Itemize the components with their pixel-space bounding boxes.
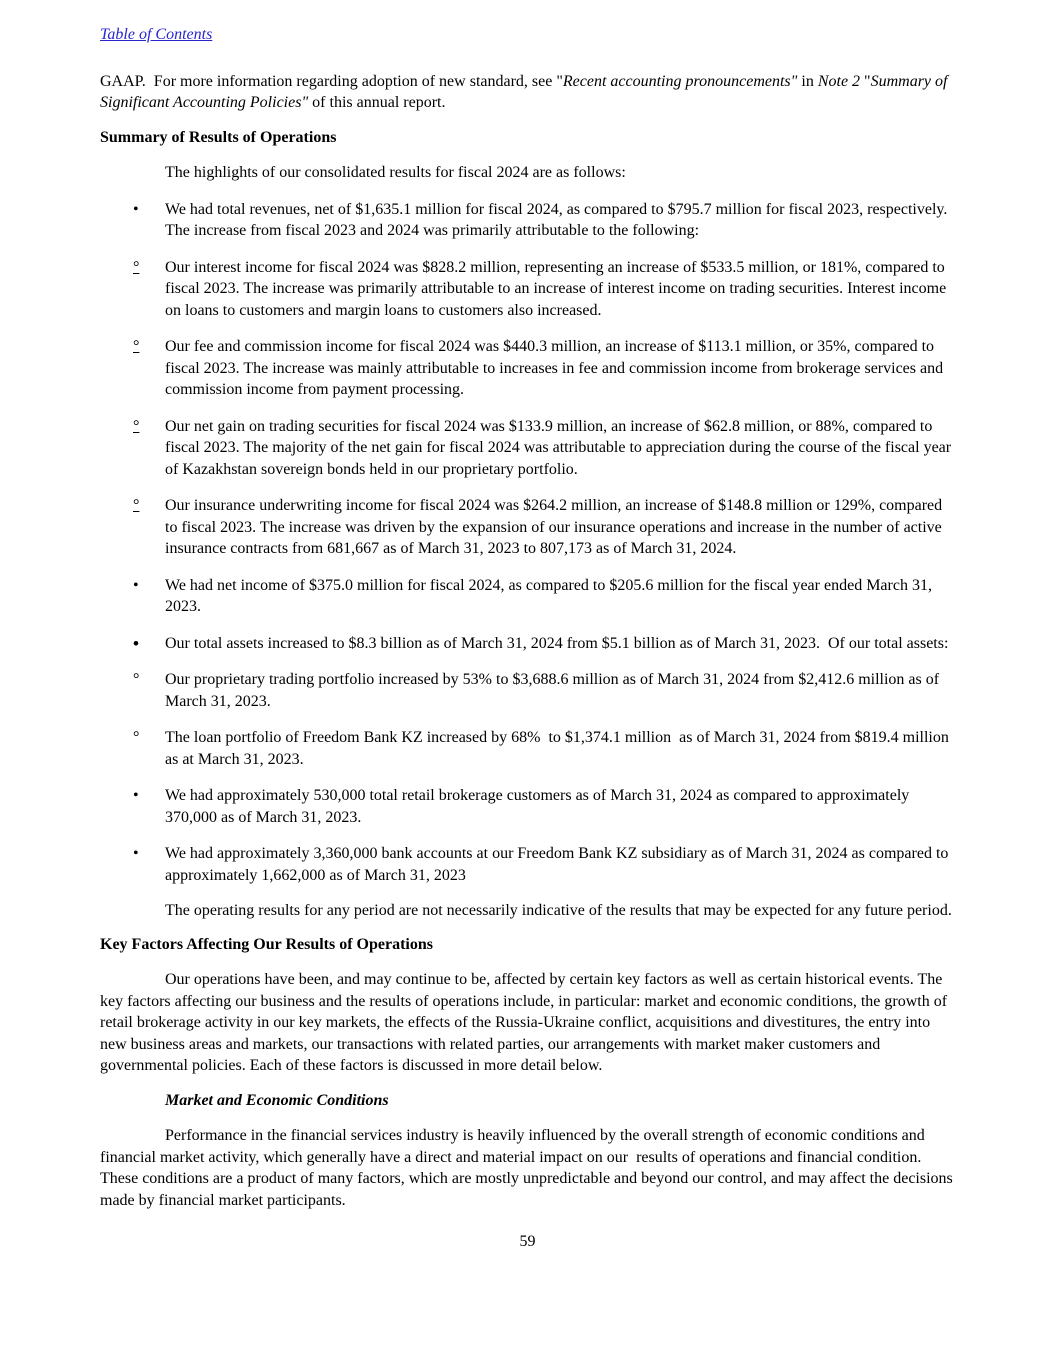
section-heading-summary: Summary of Results of Operations bbox=[100, 128, 337, 146]
list-item bbox=[100, 575, 955, 618]
bullet-text: We had approximately 530,000 total retail brokerage customers as of March 31, 2024 as compared to approximately 370,000 as of March 31, 2023. bbox=[165, 787, 914, 826]
list-item bbox=[100, 727, 955, 770]
bullet-disc-marker: • bbox=[133, 200, 139, 218]
bullet-ring-marker: ° bbox=[133, 417, 140, 435]
list-item bbox=[100, 257, 955, 322]
list-item bbox=[100, 843, 955, 886]
highlights-paragraph: The highlights of our consolidated results for fiscal 2024 are as follows: bbox=[165, 164, 626, 181]
list-item bbox=[100, 336, 955, 401]
bullet-text: Our insurance underwriting income for fiscal 2024 was $264.2 million, an increase of $148.8 million or 129%, compared to fiscal 2023. The increase was driven by the expansion of our insurance operations and increase in the number of active insurance contracts from 681,667 as of March 31, 2023 to 807,173 as of March 31, 2024. bbox=[165, 497, 947, 557]
bullet-ring-marker: ° bbox=[133, 671, 140, 688]
section-heading-key-factors: Key Factors Affecting Our Results of Operations bbox=[100, 935, 433, 953]
bullet-disc-marker: • bbox=[133, 845, 139, 862]
italic-text-segment: Note 2 bbox=[817, 72, 861, 90]
list-item bbox=[100, 785, 955, 828]
operating-results-paragraph: The operating results for any period are not necessarily indicative of the results that may be expected for any future period. bbox=[165, 902, 952, 919]
results-bullet-list bbox=[100, 199, 955, 887]
list-item bbox=[100, 669, 955, 712]
bullet-ring-marker: ° bbox=[133, 338, 140, 355]
subsection-heading-market-conditions: Market and Economic Conditions bbox=[165, 1091, 389, 1109]
list-item bbox=[100, 199, 955, 242]
text-segment: " bbox=[860, 72, 871, 90]
gaap-paragraph bbox=[100, 71, 955, 114]
bullet-text: Our proprietary trading portfolio increased by 53% to $3,688.6 million as of March 31, 2024 from $2,412.6 million as of March 31, 2023. bbox=[165, 671, 944, 710]
list-item bbox=[100, 495, 955, 560]
text-segment: GAAP. For more information regarding adoption of new standard, see " bbox=[100, 72, 563, 90]
text-segment: of this annual report. bbox=[308, 94, 446, 111]
bullet-text: The loan portfolio of Freedom Bank KZ increased by 68% to $1,374.1 million as of March 31, 2024 from $819.4 million as at March 31, 2023. bbox=[165, 729, 953, 768]
bullet-text: Our fee and commission income for fiscal 2024 was $440.3 million, an increase of $113.1 million, or 35%, compared to fiscal 2023. The increase was mainly attributable to increases in fee and commission income from brokerage services and commission income from payment processing. bbox=[165, 338, 948, 398]
bullet-ring-marker: ° bbox=[133, 729, 140, 746]
toc-link[interactable]: Table of Contents bbox=[100, 26, 213, 43]
breadcrumb bbox=[100, 24, 955, 46]
bullet-text: Our net gain on trading securities for fiscal 2024 was $133.9 million, an increase of $62.8 million, or 88%, compared to fiscal 2023. The majority of the net gain for fiscal 2024 was attributable to appreciation during the course of the fiscal year of Kazakhstan sovereign bonds held in our proprietary portfolio. bbox=[165, 417, 956, 478]
list-item bbox=[100, 633, 955, 655]
bullet-text: We had approximately 3,360,000 bank accounts at our Freedom Bank KZ subsidiary as of March 31, 2024 as compared to approximately 1,662,000 as of March 31, 2023 bbox=[165, 845, 953, 884]
bullet-ring-marker: ° bbox=[133, 497, 140, 514]
bullet-ring-marker: ° bbox=[133, 258, 140, 276]
bullet-text: Our interest income for fiscal 2024 was $828.2 million, representing an increase of $533.5 million, or 181%, compared to fiscal 2023. The increase was primarily attributable to an increase of interest income on trading securities. Interest income on loans to customers and margin loans to customers also increased. bbox=[165, 258, 951, 319]
bullet-text: We had net income of $375.0 million for fiscal 2024, as compared to $205.6 million for the fiscal year ended March 31, 2023. bbox=[165, 576, 936, 615]
bullet-disc-marker: • bbox=[133, 787, 139, 804]
bullet-text: We had total revenues, net of $1,635.1 million for fiscal 2024, as compared to $795.7 million for fiscal 2023, respectively. The increase from fiscal 2023 and 2024 was primarily attributable to the following: bbox=[165, 200, 952, 239]
market-conditions-paragraph: Performance in the financial services industry is heavily influenced by the overall strength of economic conditions and financial market activity, which generally have a direct and material impact on our results of operations and financial condition. These conditions are a product of many factors, which are mostly unpredictable and beyond our control, and may affect the decisions made by financial market participants. bbox=[100, 1127, 957, 1209]
text-segment: in bbox=[797, 72, 818, 90]
italic-text-segment: Summary of Significant Accounting Policies" bbox=[100, 72, 952, 111]
list-item bbox=[100, 416, 955, 481]
bullet-disc-marker: • bbox=[133, 633, 139, 653]
bullet-text: Our total assets increased to $8.3 billion as of March 31, 2024 from $5.1 billion as of March 31, 2023. Of our total assets: bbox=[165, 634, 949, 652]
bullet-disc-marker: • bbox=[133, 576, 139, 594]
italic-text-segment: Recent accounting pronouncements" bbox=[562, 72, 798, 90]
key-factors-paragraph: Our operations have been, and may continue to be, affected by certain key factors as well as certain historical events. The key factors affecting our business and the results of operations include, in particular: market and economic conditions, the growth of retail brokerage activity in our key markets, the effects of the Russia-Ukraine conflict, acquisitions and divestitures, the entry into new business areas and markets, our transactions with related parties, our arrangements with market maker customers and governmental policies. Each of these factors is discussed in more detail below. bbox=[100, 971, 952, 1074]
page-number: 59 bbox=[519, 1233, 536, 1250]
